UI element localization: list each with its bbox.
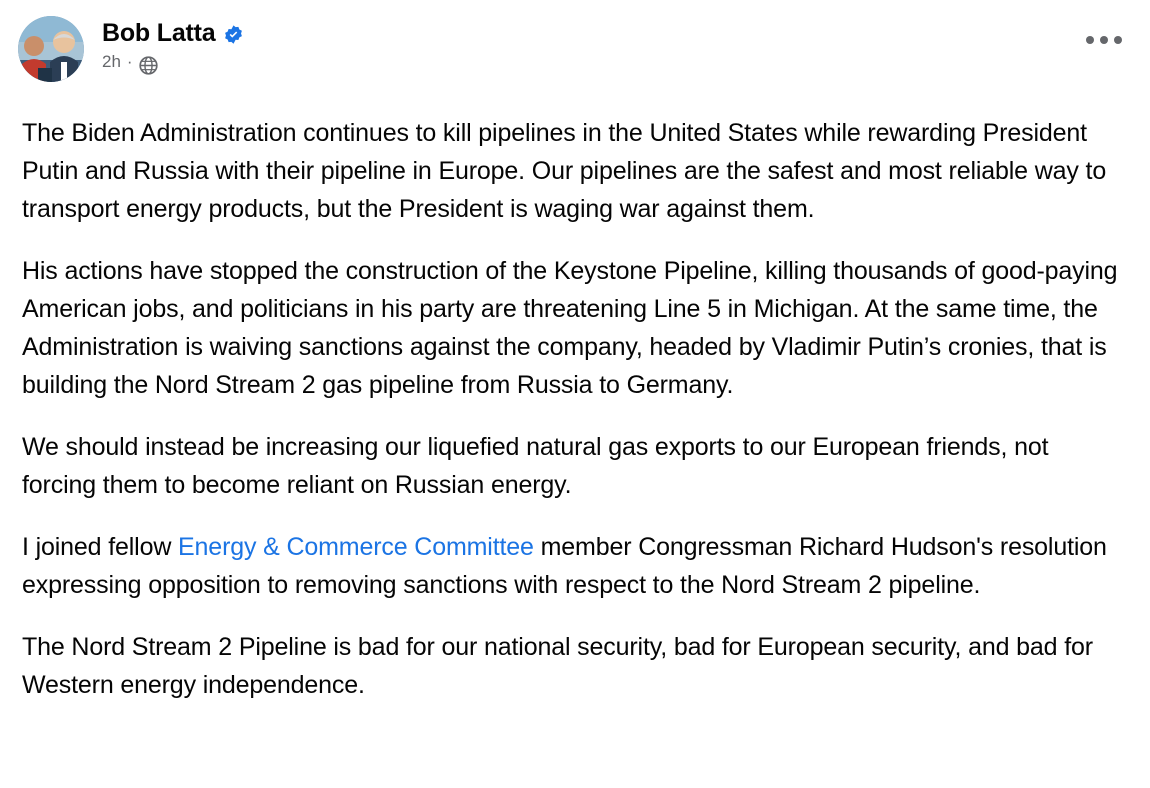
- author-row: [102, 18, 244, 48]
- avatar-photo: [18, 16, 84, 82]
- post-body: [18, 114, 1128, 704]
- paragraph-text-after-link: member Congressman Richard Hudson's resolution expressing opposition to removing sanctions with respect to the Nord Stream 2 pipeline.: [22, 533, 1107, 599]
- author-name[interactable]: Bob Latta: [102, 19, 216, 47]
- post-meta: [102, 51, 244, 73]
- globe-icon[interactable]: [139, 56, 158, 75]
- post-paragraph: The Nord Stream 2 Pipeline is bad for our national security, bad for European security, and bad for Western energy independence.: [22, 633, 1093, 699]
- dot: [1100, 36, 1108, 44]
- post-paragraph: His actions have stopped the construction of the Keystone Pipeline, killing thousands of good-paying American jobs, and politicians in his party are threatening Line 5 in Michigan. At the same time, the Administration is waiving sanctions against the company, headed by Vladimir Putin’s cronies, that is building the Nord Stream 2 gas pipeline from Russia to Germany.: [22, 257, 1118, 399]
- more-options-icon[interactable]: [1086, 36, 1122, 44]
- post-header: [18, 14, 1128, 88]
- dot: [1086, 36, 1094, 44]
- energy-commerce-committee-link[interactable]: Energy & Commerce Committee: [178, 533, 534, 561]
- post-paragraph: We should instead be increasing our liquefied natural gas exports to our European friends, not forcing them to become reliant on Russian energy.: [22, 433, 1049, 499]
- post-timestamp[interactable]: 2h: [102, 52, 121, 71]
- post-paragraph-with-link: [22, 528, 1122, 604]
- post-header-text: [102, 14, 244, 73]
- post-paragraph: The Biden Administration continues to kill pipelines in the United States while rewarding President Putin and Russia with their pipeline in Europe. Our pipelines are the safest and most reliable way to transport energy products, but the President is waging war against them.: [22, 119, 1107, 223]
- meta-separator: ·: [126, 52, 133, 71]
- verified-badge-icon: [223, 24, 244, 45]
- dot: [1114, 36, 1122, 44]
- avatar[interactable]: [18, 16, 84, 82]
- paragraph-text-before-link: I joined fellow: [22, 533, 179, 561]
